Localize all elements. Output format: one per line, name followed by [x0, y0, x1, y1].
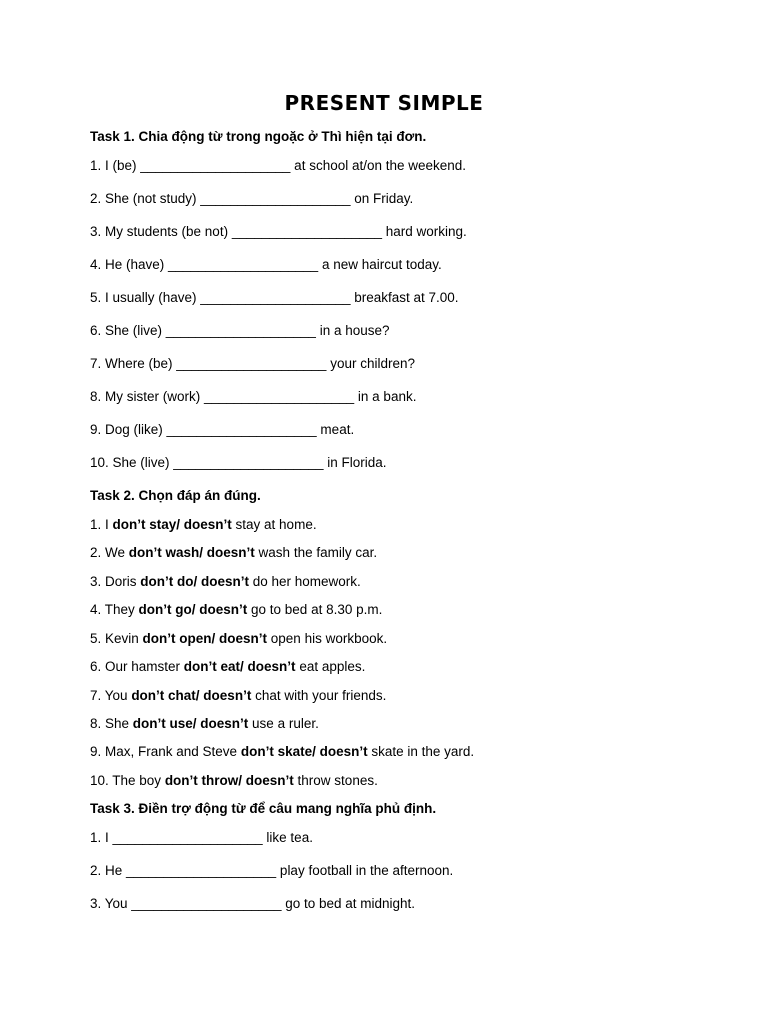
answer-choice: don’t use/ doesn’t: [132, 716, 249, 731]
answer-choice: don’t chat/ doesn’t: [131, 688, 252, 703]
task3-item: 3. You ____________________ go to bed at midnight.: [90, 896, 416, 911]
task1-item: 9. Dog (like) ____________________ meat.: [90, 422, 355, 437]
task2-item: 3. Doris don’t do/ doesn’t do her homework.: [90, 574, 361, 589]
answer-choice: don’t eat/ doesn’t: [183, 659, 296, 674]
task1-item: 8. My sister (work) ____________________ in a bank.: [90, 389, 417, 404]
task1-item: 6. She (live) ____________________ in a house?: [90, 323, 390, 338]
page-title: PRESENT SIMPLE: [284, 91, 484, 115]
task1-item: 2. She (not study) ____________________ on Friday.: [90, 191, 414, 206]
task2-item: 10. The boy don’t throw/ doesn’t throw stones.: [90, 773, 378, 788]
task3-item: 1. I ____________________ like tea.: [90, 830, 313, 845]
task2-item: 8. She don’t use/ doesn’t use a ruler.: [90, 716, 319, 731]
task2-item: 9. Max, Frank and Steve don’t skate/ doesn’t skate in the yard.: [90, 744, 475, 759]
task1-item: 4. He (have) ____________________ a new haircut today.: [90, 257, 442, 272]
task2-item: 5. Kevin don’t open/ doesn’t open his workbook.: [90, 631, 388, 646]
task2-item: 4. They don’t go/ doesn’t go to bed at 8.30 p.m.: [90, 602, 383, 617]
answer-choice: don’t go/ doesn’t: [138, 602, 248, 617]
task2-heading: Task 2. Chọn đáp án đúng.: [90, 488, 261, 503]
task1-heading: Task 1. Chia động từ trong ngoặc ở Thì hiện tại đơn.: [90, 129, 427, 144]
task2-item: 2. We don’t wash/ doesn’t wash the family car.: [90, 545, 378, 560]
answer-choice: don’t do/ doesn’t: [140, 574, 249, 589]
task1-item: 1. I (be) ____________________ at school at/on the weekend.: [90, 158, 467, 173]
task1-item: 3. My students (be not) ____________________ hard working.: [90, 224, 467, 239]
task3-item: 2. He ____________________ play football in the afternoon.: [90, 863, 454, 878]
task1-item: 7. Where (be) ____________________ your children?: [90, 356, 415, 371]
task1-item: 10. She (live) ____________________ in Florida.: [90, 455, 387, 470]
task3-heading: Task 3. Điền trợ động từ để câu mang nghĩa phủ định.: [90, 801, 437, 816]
answer-choice: don’t open/ doesn’t: [142, 631, 268, 646]
answer-choice: don’t skate/ doesn’t: [240, 744, 368, 759]
answer-choice: don’t stay/ doesn’t: [112, 517, 232, 532]
task2-item: 7. You don’t chat/ doesn’t chat with your friends.: [90, 688, 387, 703]
answer-choice: don’t throw/ doesn’t: [164, 773, 294, 788]
task2-item: 1. I don’t stay/ doesn’t stay at home.: [90, 517, 317, 532]
answer-choice: don’t wash/ doesn’t: [128, 545, 255, 560]
task2-item: 6. Our hamster don’t eat/ doesn’t eat apples.: [90, 659, 366, 674]
task1-item: 5. I usually (have) ____________________ breakfast at 7.00.: [90, 290, 459, 305]
